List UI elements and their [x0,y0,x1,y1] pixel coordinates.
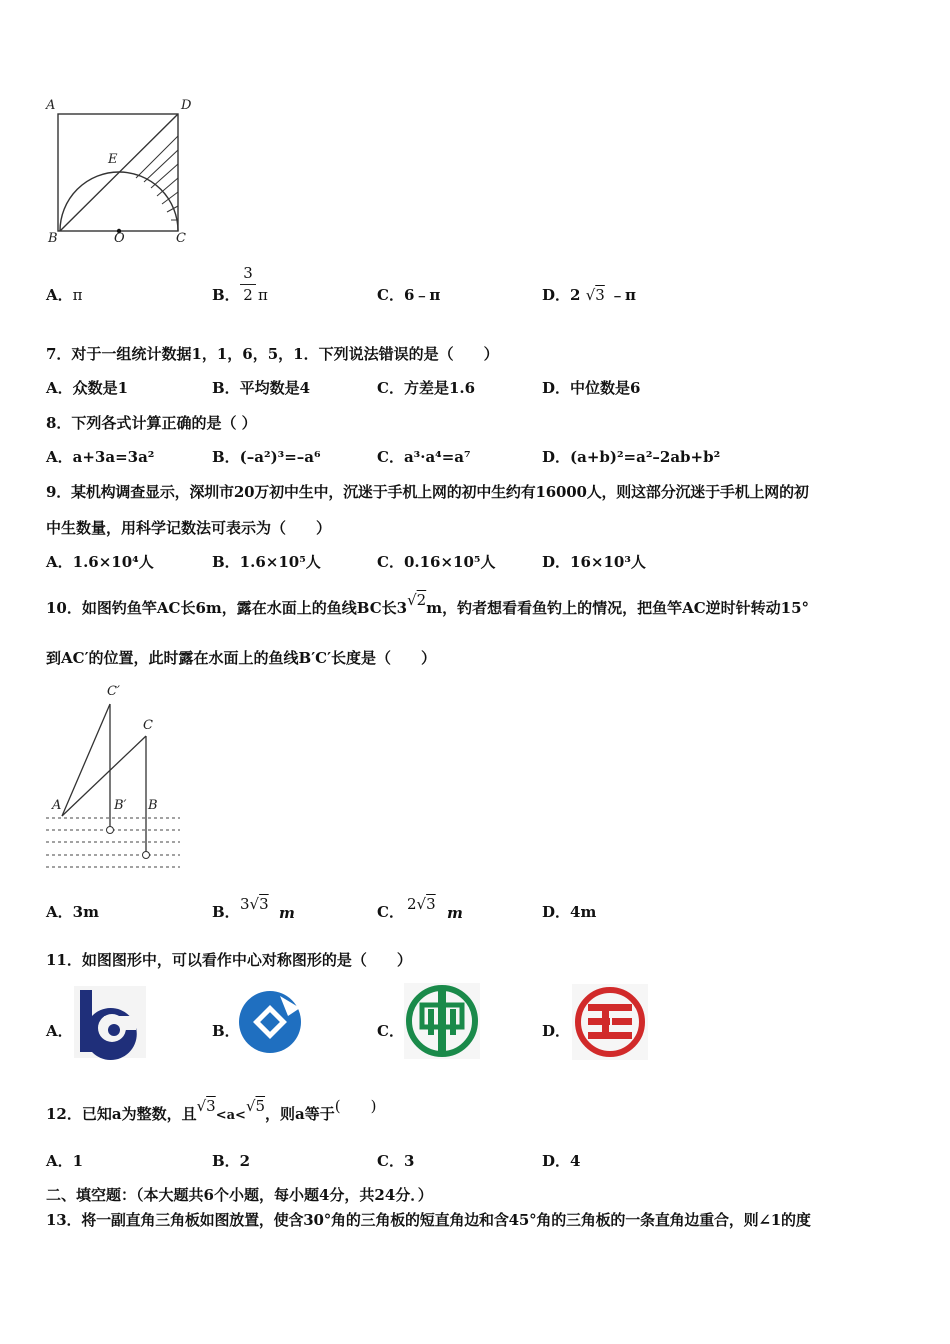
label-a: A [52,798,62,813]
q9-option-b: B．1.6×10⁵人 [212,553,321,571]
q8-stem: 8．下列各式计算正确的是（ ） [46,414,257,432]
label-b: B [148,798,158,813]
sqrt-icon: √ [245,1097,256,1115]
figure-fishing-rod [40,680,200,875]
q8-option-b: B．(–a²)³=–a⁶ [212,448,321,466]
figure-square-semicircle [40,100,200,250]
q9-stem-line2: 中生数量，用科学记数法可表示为（ ） [46,519,332,537]
logo-d-icon [572,984,648,1060]
q6-option-d: D．2 √3 ﹣π [542,286,637,304]
sqrt-icon: √ [407,591,417,609]
rod-ac-prime [62,704,110,816]
q12-option-b: B．2 [212,1152,251,1170]
section-heading: 二、填空题：（本大题共6个小题，每小题4分，共24分．） [46,1186,433,1204]
q10-option-a: A．3m [46,903,99,921]
logo-c-icon [404,983,480,1059]
q10-option-c: C． [377,903,404,921]
q10-option-d: D．4m [542,903,597,921]
q10-option-c-unit: m [447,904,463,922]
q7-option-b: B．平均数是4 [212,379,311,397]
sqrt-icon: √ [196,1097,207,1115]
q9-option-d: D．16×10³人 [542,553,646,571]
q13-stem: 13．将一副直角三角板如图放置，使含30°角的三角板的短直角边和含45°角的三角板的一条直角边重合，则∠1的度 [46,1211,811,1229]
q7-option-d: D．中位数是6 [542,379,641,397]
q11-option-c-label: C． [377,1022,404,1040]
q12-stem: 12．已知a为整数，且√3<a<√5，则a等于( ) [46,1097,377,1123]
q8-option-d: D．(a+b)²=a²–2ab+b² [542,448,721,466]
q12-option-d: D．4 [542,1152,581,1170]
q6-option-c: C．6﹣π [377,286,441,304]
logo-a-icon [74,986,146,1058]
q10-option-b: B． [212,903,240,921]
q10-option-b-unit: m [279,904,295,922]
label-c: C [143,718,153,733]
label-b: B [48,231,58,246]
q9-option-a: A．1.6×10⁴人 [46,553,154,571]
sqrt-icon: √ [416,895,427,913]
q9-stem-line1: 9．某机构调查显示，深圳市20万初中生中，沉迷于手机上网的初中生约有16000人，则这部分沉迷于手机上网的初 [46,483,809,501]
rod-ac [62,736,146,816]
q10-stem-line1: 10．如图钓鱼竿AC长6m，露在水面上的鱼线BC长3√2m，钓者想看看鱼钓上的情况，把鱼竿AC逆时针转动15° [46,591,810,617]
semicircle [60,172,178,231]
sqrt-icon: √ [249,895,260,913]
hook-b-prime [107,827,114,834]
q8-option-a: A．a+3a=3a² [46,448,155,466]
q7-option-c: C．方差是1.6 [377,379,476,397]
q10-option-b-value: 3√3 [240,895,269,913]
q7-option-a: A．众数是1 [46,379,129,397]
q11-stem: 11．如图图形中，可以看作中心对称图形的是（ ） [46,951,412,969]
q7-stem: 7．对于一组统计数据1，1，6，5，1．下列说法错误的是（ ） [46,345,499,363]
q12-option-a: A．1 [46,1152,84,1170]
label-c: C [176,231,186,246]
diagonal-bd [60,114,178,231]
hook-b [143,852,150,859]
fraction-3-2: $\frac{3}{2}$ [240,262,256,305]
q6-option-a: A．π [46,286,83,304]
q8-option-c: C．a³·a⁴=a⁷ [377,448,471,466]
water-lines [46,818,180,867]
sqrt-icon: √ [585,286,596,304]
q9-option-c: C．0.16×10⁵人 [377,553,496,571]
label-a: A [46,98,56,113]
q6-option-b-pi: π [258,286,268,304]
q10-option-c-value: 2√3 [407,895,436,913]
label-e: E [108,152,118,167]
label-d: D [181,98,192,113]
label-c-prime: C′ [107,684,120,699]
q12-option-c: C．3 [377,1152,415,1170]
q6-option-b: B． [212,286,240,304]
q11-option-a-label: A． [46,1022,73,1040]
label-b-prime: B′ [114,798,127,813]
q10-stem-line2: 到AC′的位置，此时露在水面上的鱼线B′C′长度是（ ） [46,649,437,667]
logo-b-icon [238,986,302,1058]
q11-option-d-label: D． [542,1022,571,1040]
label-o: O [114,231,125,246]
q11-option-b-label: B． [212,1022,240,1040]
